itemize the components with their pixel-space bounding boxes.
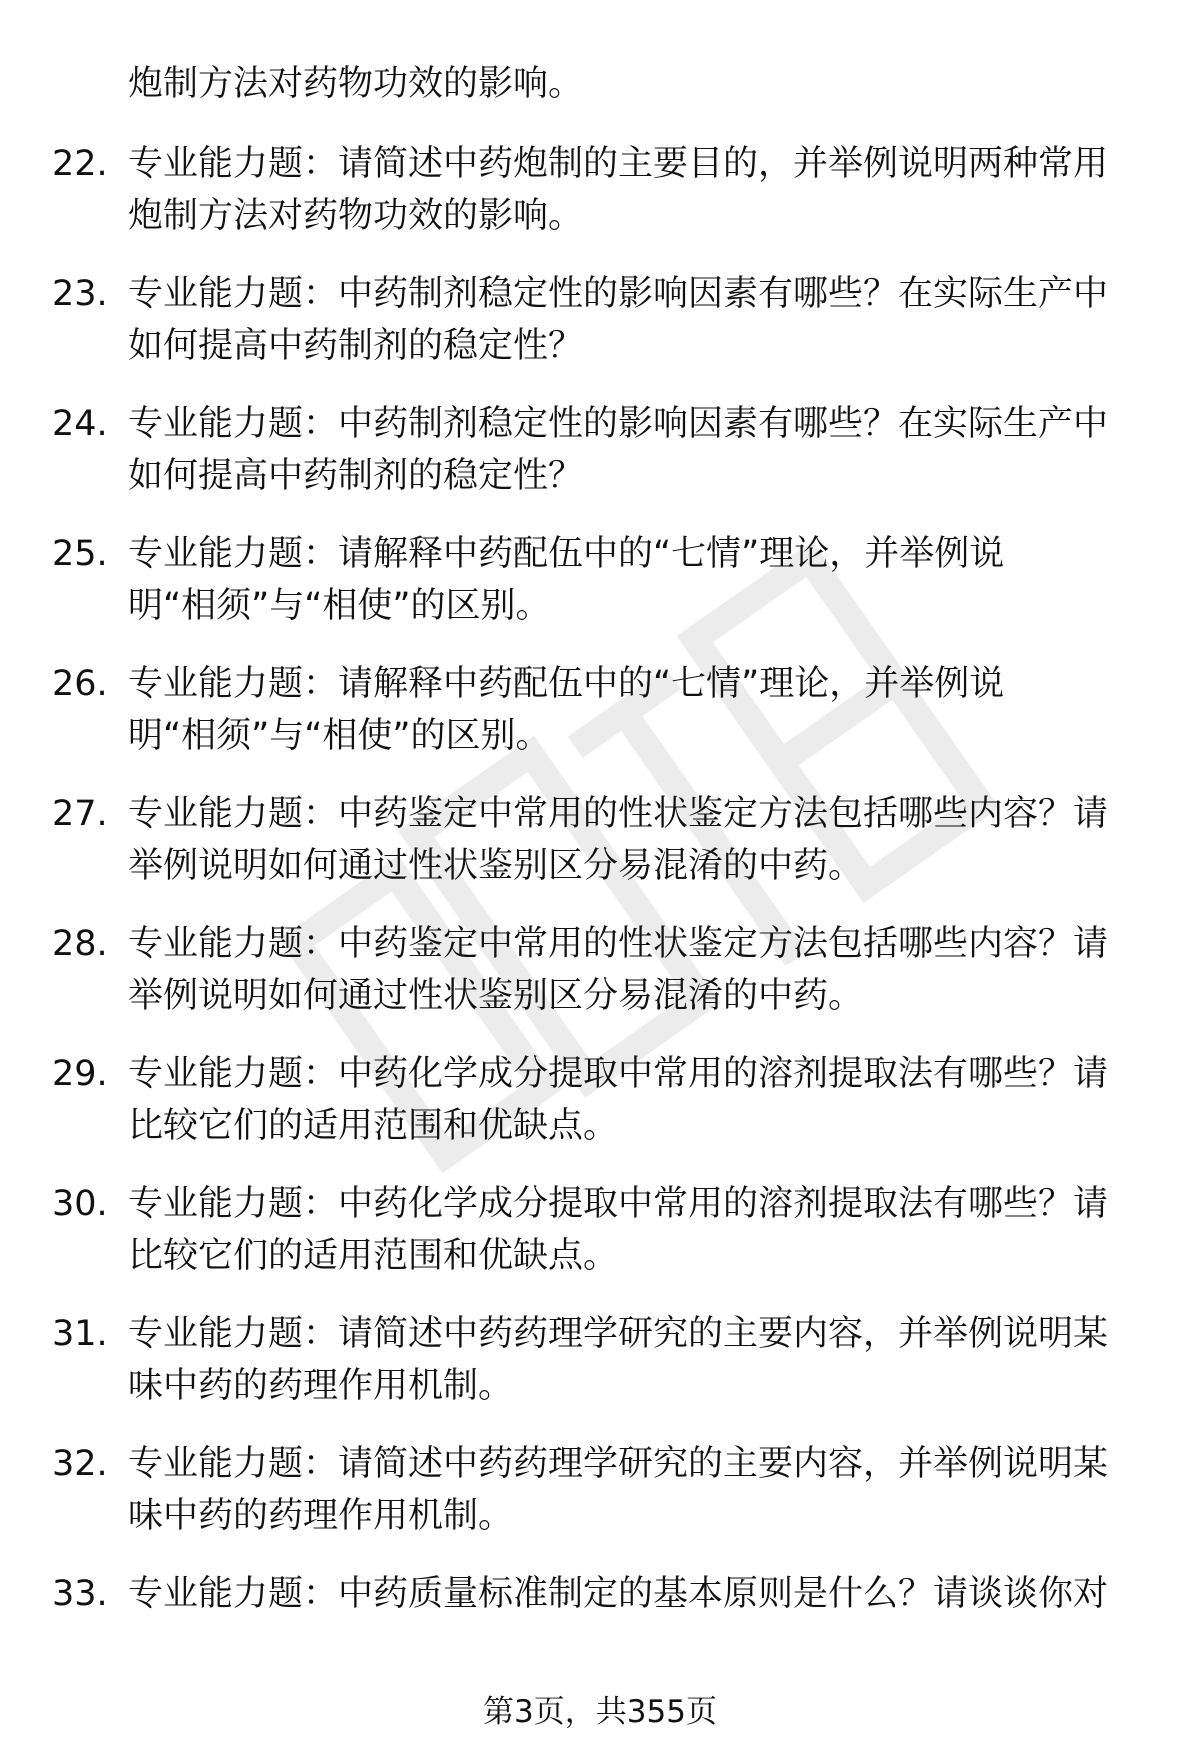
question-number: 31. bbox=[52, 1314, 108, 1354]
question-number: 23. bbox=[52, 274, 108, 314]
question-text bbox=[128, 138, 1148, 242]
question-line: 专业能力题：中药化学成分提取中常用的溶剂提取法有哪些？请 bbox=[128, 1054, 1109, 1094]
question-number: 25. bbox=[52, 534, 108, 574]
question-number: 28. bbox=[52, 924, 108, 964]
question-text bbox=[128, 398, 1148, 502]
question-line: 味中药的药理作用机制。 bbox=[128, 1496, 514, 1536]
question-line: 如何提高中药制剂的稳定性？ bbox=[128, 326, 584, 366]
question-item bbox=[0, 528, 1200, 658]
question-item bbox=[0, 138, 1200, 268]
question-text bbox=[128, 528, 1148, 632]
question-item bbox=[0, 268, 1200, 398]
question-line: 专业能力题：请解释中药配伍中的“七情”理论，并举例说 bbox=[128, 534, 1005, 574]
question-line: 如何提高中药制剂的稳定性？ bbox=[128, 456, 584, 496]
question-line: 专业能力题：请简述中药炮制的主要目的，并举例说明两种常用 bbox=[128, 144, 1109, 184]
question-line: 专业能力题：请简述中药药理学研究的主要内容，并举例说明某 bbox=[128, 1444, 1109, 1484]
question-line: 专业能力题：中药鉴定中常用的性状鉴定方法包括哪些内容？请 bbox=[128, 924, 1109, 964]
question-text bbox=[128, 1178, 1148, 1282]
question-text bbox=[128, 1048, 1148, 1152]
question-line: 举例说明如何通过性状鉴别区分易混淆的中药。 bbox=[128, 846, 864, 886]
question-item bbox=[0, 918, 1200, 1048]
question-item bbox=[0, 1308, 1200, 1438]
question-text bbox=[128, 658, 1148, 762]
question-item bbox=[0, 1438, 1200, 1568]
question-line: 比较它们的适用范围和优缺点。 bbox=[128, 1106, 619, 1146]
question-item bbox=[0, 1178, 1200, 1308]
question-number: 33. bbox=[52, 1574, 108, 1614]
question-line: 专业能力题：中药制剂稳定性的影响因素有哪些？在实际生产中 bbox=[128, 404, 1109, 444]
question-line: 专业能力题：中药化学成分提取中常用的溶剂提取法有哪些？请 bbox=[128, 1184, 1109, 1224]
question-line: 举例说明如何通过性状鉴别区分易混淆的中药。 bbox=[128, 976, 864, 1016]
question-item bbox=[0, 658, 1200, 788]
question-line: 炮制方法对药物功效的影响。 bbox=[128, 196, 584, 236]
question-line: 明“相须”与“相使”的区别。 bbox=[128, 586, 551, 626]
question-number: 22. bbox=[52, 144, 108, 184]
question-line: 明“相须”与“相使”的区别。 bbox=[128, 716, 551, 756]
question-line: 专业能力题：请简述中药药理学研究的主要内容，并举例说明某 bbox=[128, 1314, 1109, 1354]
question-text bbox=[128, 1568, 1148, 1620]
question-text bbox=[128, 788, 1148, 892]
question-text bbox=[128, 1438, 1148, 1542]
question-line: 专业能力题：中药质量标准制定的基本原则是什么？请谈谈你对 bbox=[128, 1574, 1109, 1614]
question-number: 27. bbox=[52, 794, 108, 834]
question-text bbox=[128, 918, 1148, 1022]
question-list bbox=[0, 138, 1200, 1698]
question-number: 24. bbox=[52, 404, 108, 444]
question-line: 专业能力题：中药制剂稳定性的影响因素有哪些？在实际生产中 bbox=[128, 274, 1109, 314]
question-line: 专业能力题：请解释中药配伍中的“七情”理论，并举例说 bbox=[128, 664, 1005, 704]
question-number: 29. bbox=[52, 1054, 108, 1094]
question-number: 32. bbox=[52, 1444, 108, 1484]
question-number: 26. bbox=[52, 664, 108, 704]
question-item bbox=[0, 1568, 1200, 1698]
question-line: 味中药的药理作用机制。 bbox=[128, 1366, 514, 1406]
question-item bbox=[0, 398, 1200, 528]
question-text bbox=[128, 268, 1148, 372]
question-text bbox=[128, 1308, 1148, 1412]
question-number: 30. bbox=[52, 1184, 108, 1224]
question-line: 专业能力题：中药鉴定中常用的性状鉴定方法包括哪些内容？请 bbox=[128, 794, 1109, 834]
question-item bbox=[0, 1048, 1200, 1178]
question-line: 比较它们的适用范围和优缺点。 bbox=[128, 1236, 619, 1276]
continuation-text: 炮制方法对药物功效的影响。 bbox=[128, 64, 584, 104]
page-footer: 第3页，共355页 bbox=[483, 1694, 717, 1730]
question-item bbox=[0, 788, 1200, 918]
